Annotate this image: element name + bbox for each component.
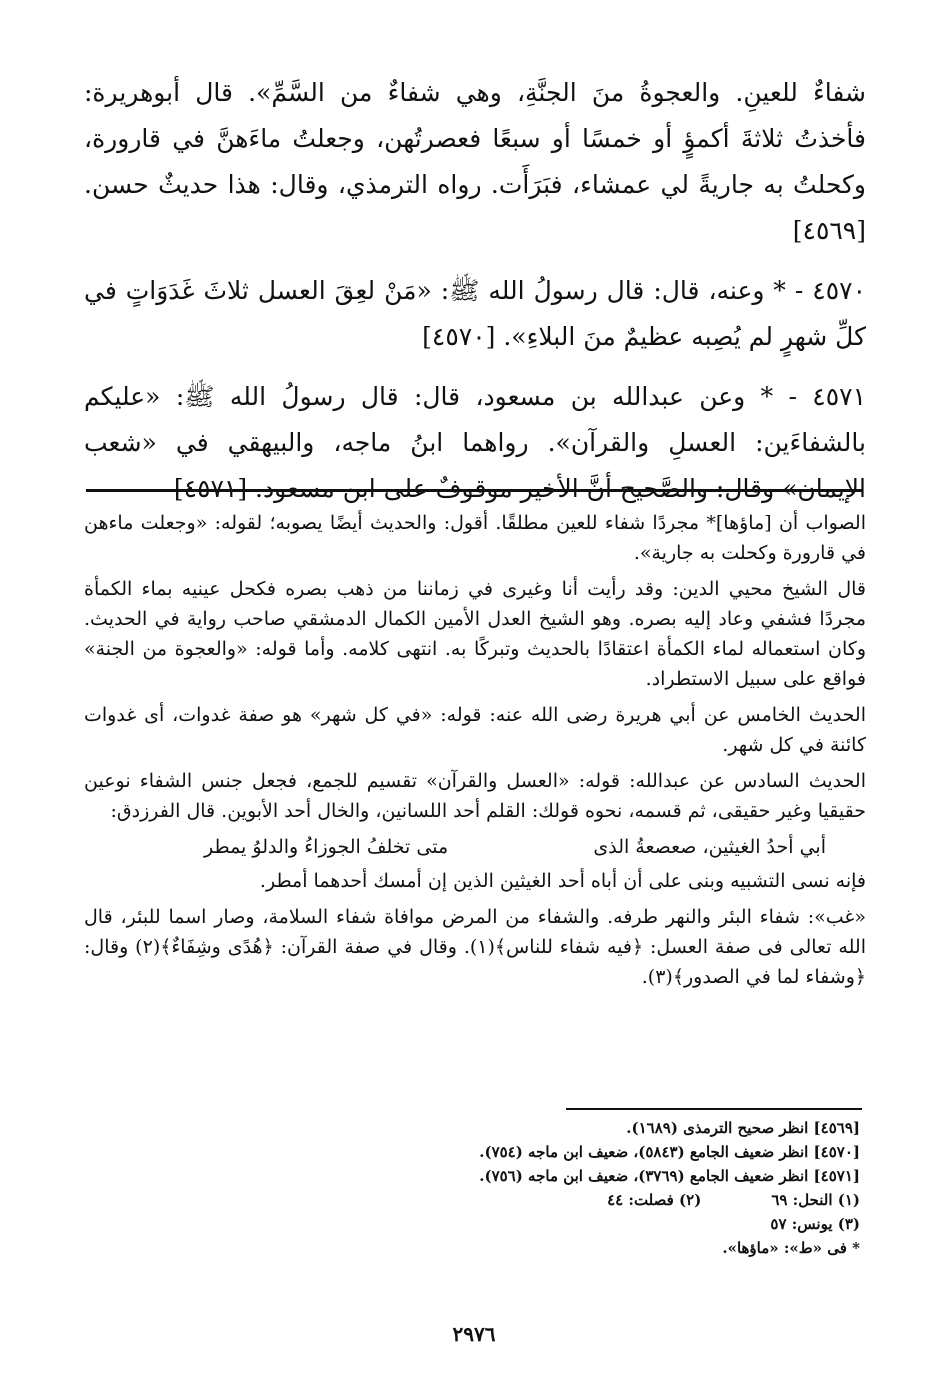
commentary [84, 508, 866, 998]
footnotes [340, 1116, 860, 1260]
hadith-4571: ٤٥٧١ - * وعن عبدالله بن مسعود، قال: قال رسولُ الله ﷺ: «عليكم بالشفاءَين: العسلِ والقرآن». رواهما ابنُ ماجه، والبيهقي في «شعب الإيمان» وقال: والصَّحيح أنَّ الأخير موقوفٌ على ابن مسعود. [٤٥٧١] [84, 382, 866, 503]
commentary-paragraph-5: فإنه نسى التشبيه وبنى على أن أباه أحد الغيثين الذين إن أمسك أحدهما أمطر. [259, 870, 866, 892]
main-divider [86, 489, 862, 492]
commentary-paragraph-4: الحديث السادس عن عبدالله: قوله: «العسل والقرآن» تقسيم للجمع، فجعل جنس الشفاء نوعين حقيقيا وغير حقيقى، ثم قسمه، نحوه قولك: القلم أحد اللسانين، والخال أحد الأبوين. قال الفرزدق: [84, 770, 866, 822]
footnote-divider [566, 1108, 862, 1110]
footnote-refs-row [340, 1188, 860, 1212]
commentary-paragraph-2: قال الشيخ محيي الدين: وقد رأيت أنا وغيرى في زماننا من ذهب بصره فكحل عينيه بماء الكمأة مجردًا فشفي وعاد إليه بصره. وهو الشيخ العدل الأمين الكمال الدمشقي صاحب رواية في الحديث. وكان استعماله لماء الكمأة اعتقادًا بالحديث وتبركًا به. انتهى كلامه. وأما قوله: «والعجوة من الجنة» فواقع على سبيل الاستطراد. [84, 578, 866, 690]
footnote-ref-1: (١) النحل: ٦٩ [771, 1191, 860, 1209]
footnote-ref-2: (٢) فصلت: ٤٤ [607, 1191, 702, 1209]
page-number: ٢٩٧٦ [452, 1322, 496, 1346]
footnote-4571: [٤٥٧١] انظر ضعيف الجامع (٣٧٦٩)، ضعيف ابن ماجه (٧٥٦). [479, 1167, 860, 1185]
commentary-paragraph-1: الصواب أن [ماؤها]* مجردًا شفاء للعين مطلقًا. أقول: والحديث أيضًا يصوبه؛ لقوله: «وجعلت ماءهن في قارورة وكحلت به جارية». [84, 512, 866, 564]
verse-first-hemistich: أبي أحدُ الغيثين، صعصعةُ الذى [593, 836, 826, 858]
hadith-4570: ٤٥٧٠ - * وعنه، قال: قال رسولُ الله ﷺ: «مَنْ لعِقَ العسل ثلاثَ غَدَوَاتٍ في كلِّ شهرٍ لم يُصِبه عظيمٌ منَ البلاءِ». [٤٥٧٠] [84, 276, 866, 351]
verse-second-hemistich: متى تخلفُ الجوزاءُ والدلوُ يمطر [204, 836, 449, 858]
poem-verse [84, 832, 866, 862]
commentary-paragraph-6: «غب»: شفاء البئر والنهر طرفه. والشفاء من المرض موافاة شفاء السلامة، وصار اسما للبئر، قال الله تعالى فى صفة العسل: ﴿فيه شفاء للناس﴾(١). وقال في صفة القرآن: ﴿هُدًى وشِفَاءٌ﴾(٢) وقال: ﴿وشفاء لما في الصدور﴾(٣). [84, 906, 866, 988]
footnote-ref-3: (٣) يونس: ٥٧ [770, 1215, 860, 1233]
main-paragraph-1: شفاءٌ للعينِ. والعجوةُ منَ الجنَّةِ، وهي شفاءٌ من السَّمِّ». قال أبوهريرة: فأخذتُ ثلاثةَ أكمؤٍ أو خمسًا أو سبعًا فعصرتُهن، وجعلتُ ماءَهنَّ في قارورة، وكحلتُ به جاريةً لي عمشاء، فبَرَأَت. رواه الترمذي، وقال: هذا حديثٌ حسن. [٤٥٦٩] [84, 78, 866, 245]
footnote-variant: * فى «ط»: «ماؤها». [722, 1239, 860, 1257]
footnote-4569: [٤٥٦٩] انظر صحيح الترمذى (١٦٨٩). [626, 1119, 860, 1137]
main-text [84, 70, 866, 526]
footnote-4570: [٤٥٧٠] انظر ضعيف الجامع (٥٨٤٣)، ضعيف ابن ماجه (٧٥٤). [479, 1143, 860, 1161]
commentary-paragraph-3: الحديث الخامس عن أبي هريرة رضى الله عنه: قوله: «في كل شهر» هو صفة غدوات، أى غدوات كائنة في كل شهر. [84, 704, 866, 756]
